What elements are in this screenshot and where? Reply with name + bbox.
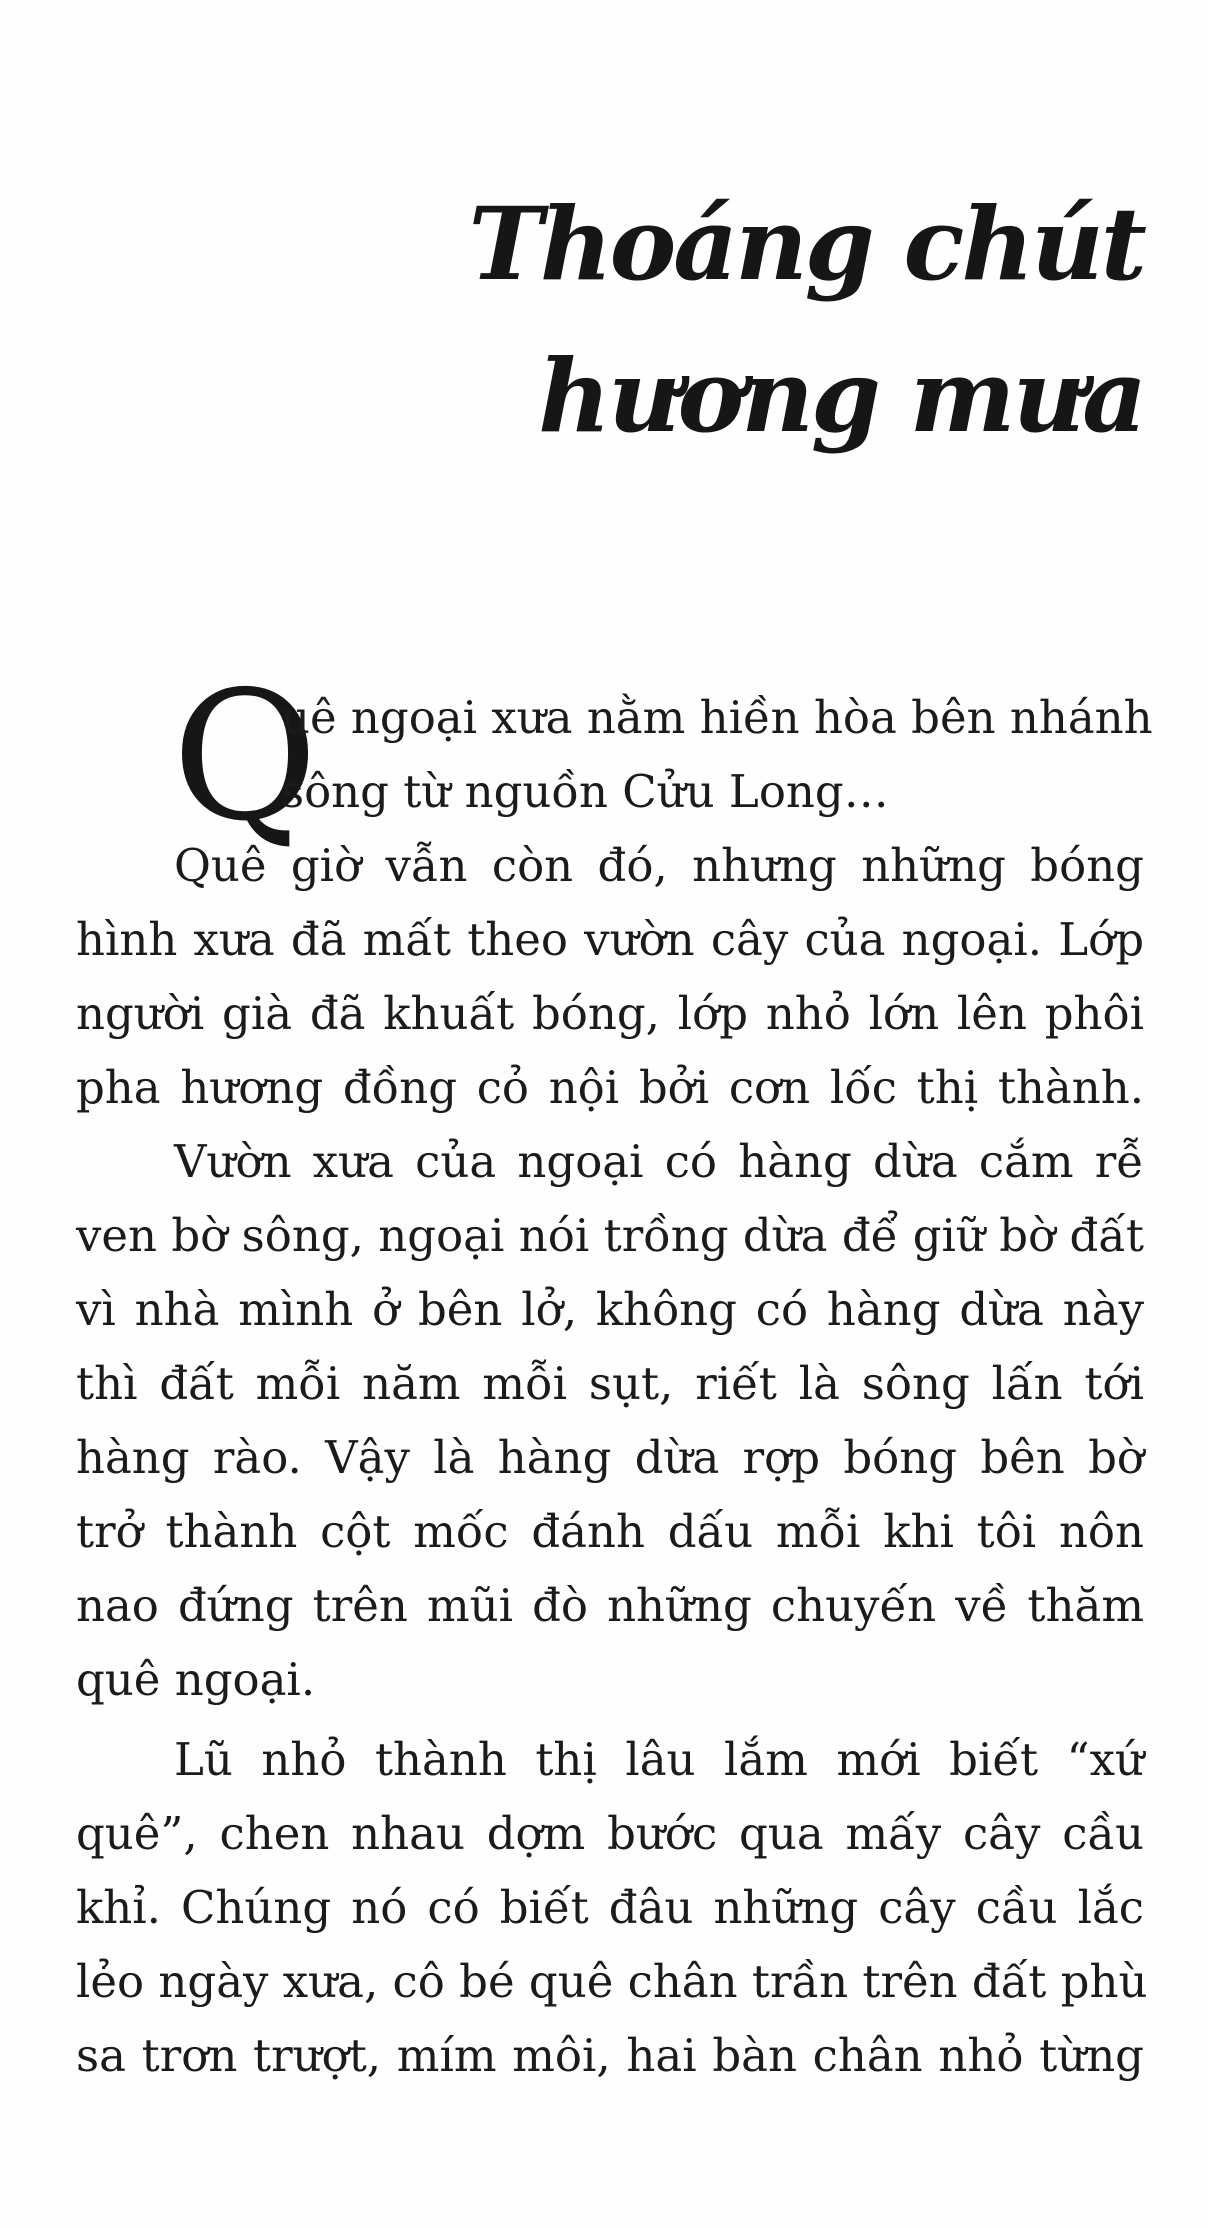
paragraph-4-line-2: quê”, chen nhau dợm bước qua mấy cây cầu [76, 1807, 1144, 1860]
paragraph-4-line-5: sa trơn trượt, mím môi, hai bàn chân nhỏ từng [76, 2029, 1144, 2082]
title-line-2: hương mưa [538, 337, 1144, 455]
paragraph-4-line-3: khỉ. Chúng nó có biết đâu những cây cầu lắc [76, 1881, 1144, 1934]
paragraph-2-line-1: Quê giờ vẫn còn đó, nhưng những bóng [174, 839, 1144, 892]
chapter-title [468, 168, 1144, 472]
paragraph-4-line-4: lẻo ngày xưa, cô bé quê chân trần trên đất phù [76, 1955, 1148, 2008]
paragraph-3-line-5: hàng rào. Vậy là hàng dừa rợp bóng bên bờ [76, 1431, 1144, 1484]
paragraph-3-line-3: vì nhà mình ở bên lở, không có hàng dừa này [76, 1283, 1144, 1336]
paragraph-3-line-7: nao đứng trên mũi đò những chuyến về thăm [76, 1579, 1144, 1632]
drop-cap: Q [172, 653, 318, 860]
paragraph-4-line-1: Lũ nhỏ thành thị lâu lắm mới biết “xứ [174, 1733, 1144, 1786]
paragraph-2-line-3: người già đã khuất bóng, lớp nhỏ lớn lên phôi [76, 987, 1144, 1040]
paragraph-3-line-1: Vườn xưa của ngoại có hàng dừa cắm rễ [174, 1135, 1144, 1188]
paragraph-2-line-2: hình xưa đã mất theo vườn cây của ngoại. Lớp [76, 913, 1144, 966]
title-line-1: Thoáng chút [468, 185, 1144, 303]
paragraph-3-line-6: trở thành cột mốc đánh dấu mỗi khi tôi nôn [76, 1505, 1144, 1558]
paragraph-3-line-2: ven bờ sông, ngoại nói trồng dừa để giữ bờ đất [76, 1209, 1144, 1262]
paragraph-2-line-4: pha hương đồng cỏ nội bởi cơn lốc thị thành. [76, 1061, 1144, 1114]
paragraph-1-line-1: uê ngoại xưa nằm hiền hòa bên nhánh [281, 691, 1153, 744]
paragraph-3-line-8: quê ngoại. [76, 1653, 316, 1706]
paragraph-1-line-2: sông từ nguồn Cửu Long… [281, 765, 889, 818]
paragraph-3-line-4: thì đất mỗi năm mỗi sụt, riết là sông lấn tới [76, 1357, 1144, 1410]
